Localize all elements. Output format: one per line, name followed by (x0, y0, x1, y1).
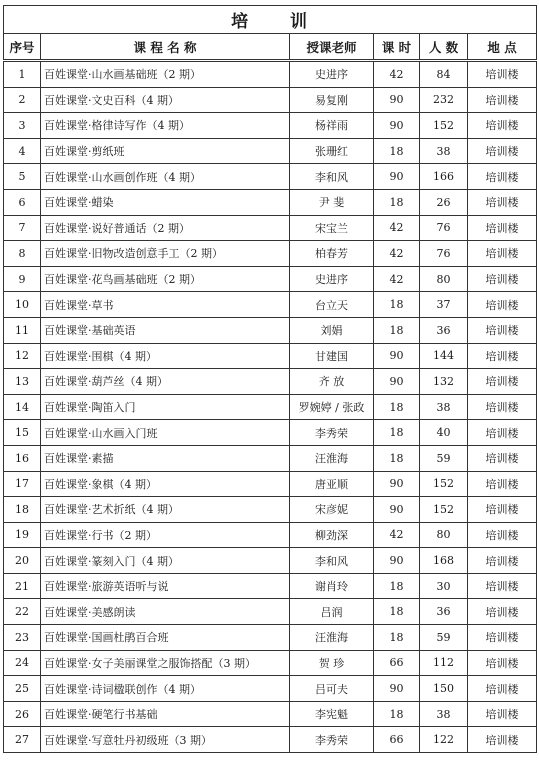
row-location: 培训楼 (468, 599, 537, 625)
row-index: 21 (4, 573, 41, 599)
row-hours: 18 (374, 317, 420, 343)
table-row (4, 241, 537, 267)
row-hours: 18 (374, 625, 420, 651)
row-hours: 18 (374, 394, 420, 420)
row-course: 百姓课堂·写意牡丹初级班（3 期） (41, 727, 290, 753)
row-people: 38 (420, 394, 468, 420)
row-course: 百姓课堂·诗词楹联创作（4 期） (41, 676, 290, 702)
row-course: 百姓课堂·基础英语 (41, 317, 290, 343)
row-teacher: 张珊红 (290, 138, 374, 164)
row-location: 培训楼 (468, 317, 537, 343)
row-course: 百姓课堂·山水画基础班（2 期） (41, 61, 290, 88)
row-teacher: 罗婉婷 / 张政 (290, 394, 374, 420)
row-teacher: 尹 斐 (290, 189, 374, 215)
row-teacher: 杨祥雨 (290, 113, 374, 139)
row-people: 144 (420, 343, 468, 369)
row-hours: 90 (374, 497, 420, 523)
row-course: 百姓课堂·葫芦丝（4 期） (41, 369, 290, 395)
row-course: 百姓课堂·美感朗读 (41, 599, 290, 625)
row-people: 84 (420, 61, 468, 88)
row-index: 25 (4, 676, 41, 702)
row-location: 培训楼 (468, 445, 537, 471)
row-people: 152 (420, 113, 468, 139)
row-hours: 18 (374, 599, 420, 625)
row-course: 百姓课堂·陶笛入门 (41, 394, 290, 420)
row-index: 26 (4, 701, 41, 727)
row-index: 12 (4, 343, 41, 369)
row-hours: 42 (374, 266, 420, 292)
row-hours: 18 (374, 573, 420, 599)
row-hours: 90 (374, 471, 420, 497)
row-course: 百姓课堂·旅游英语听与说 (41, 573, 290, 599)
row-location: 培训楼 (468, 292, 537, 318)
row-people: 76 (420, 241, 468, 267)
row-location: 培训楼 (468, 420, 537, 446)
row-teacher: 李和风 (290, 164, 374, 190)
row-hours: 90 (374, 113, 420, 139)
row-location: 培训楼 (468, 548, 537, 574)
row-index: 7 (4, 215, 41, 241)
row-teacher: 齐 放 (290, 369, 374, 395)
header-hours: 课 时 (374, 34, 420, 61)
row-index: 3 (4, 113, 41, 139)
row-hours: 42 (374, 241, 420, 267)
row-course: 百姓课堂·女子美丽课堂之服饰搭配（3 期） (41, 650, 290, 676)
row-location: 培训楼 (468, 61, 537, 88)
row-hours: 18 (374, 138, 420, 164)
header-location: 地 点 (468, 34, 537, 61)
row-index: 11 (4, 317, 41, 343)
row-hours: 42 (374, 522, 420, 548)
table-row (4, 599, 537, 625)
row-people: 76 (420, 215, 468, 241)
table-row (4, 369, 537, 395)
row-index: 2 (4, 87, 41, 113)
row-hours: 18 (374, 445, 420, 471)
table-row (4, 650, 537, 676)
row-hours: 90 (374, 87, 420, 113)
header-index: 序号 (4, 34, 41, 61)
training-table (3, 5, 537, 753)
row-hours: 42 (374, 61, 420, 88)
row-location: 培训楼 (468, 241, 537, 267)
row-course: 百姓课堂·蜡染 (41, 189, 290, 215)
table-row (4, 189, 537, 215)
row-course: 百姓课堂·文史百科（4 期） (41, 87, 290, 113)
row-index: 5 (4, 164, 41, 190)
row-course: 百姓课堂·行书（2 期） (41, 522, 290, 548)
row-teacher: 贺 珍 (290, 650, 374, 676)
row-hours: 90 (374, 164, 420, 190)
row-teacher: 台立天 (290, 292, 374, 318)
row-teacher: 史进序 (290, 61, 374, 88)
row-people: 152 (420, 497, 468, 523)
row-teacher: 谢肖玲 (290, 573, 374, 599)
row-course: 百姓课堂·说好普通话（2 期） (41, 215, 290, 241)
row-people: 112 (420, 650, 468, 676)
row-course: 百姓课堂·剪纸班 (41, 138, 290, 164)
table-row (4, 445, 537, 471)
row-index: 16 (4, 445, 41, 471)
row-teacher: 宋彦妮 (290, 497, 374, 523)
table-row (4, 164, 537, 190)
table-row (4, 727, 537, 753)
row-index: 1 (4, 61, 41, 88)
row-hours: 18 (374, 292, 420, 318)
row-hours: 42 (374, 215, 420, 241)
header-people: 人 数 (420, 34, 468, 61)
row-people: 30 (420, 573, 468, 599)
row-teacher: 汪淮海 (290, 625, 374, 651)
row-location: 培训楼 (468, 676, 537, 702)
row-location: 培训楼 (468, 164, 537, 190)
row-people: 150 (420, 676, 468, 702)
table-body (4, 61, 537, 753)
row-course: 百姓课堂·旧物改造创意手工（2 期） (41, 241, 290, 267)
table-row (4, 61, 537, 88)
row-people: 59 (420, 625, 468, 651)
table-row (4, 701, 537, 727)
table-row (4, 215, 537, 241)
row-location: 培训楼 (468, 701, 537, 727)
table-row (4, 573, 537, 599)
row-hours: 18 (374, 420, 420, 446)
row-location: 培训楼 (468, 369, 537, 395)
row-index: 13 (4, 369, 41, 395)
row-people: 59 (420, 445, 468, 471)
row-hours: 18 (374, 701, 420, 727)
row-teacher: 柳劲深 (290, 522, 374, 548)
row-teacher: 李宪魁 (290, 701, 374, 727)
row-course: 百姓课堂·山水画创作班（4 期） (41, 164, 290, 190)
table-row (4, 420, 537, 446)
table-row (4, 138, 537, 164)
row-people: 40 (420, 420, 468, 446)
row-location: 培训楼 (468, 266, 537, 292)
table-row (4, 625, 537, 651)
row-teacher: 唐亚顺 (290, 471, 374, 497)
row-people: 132 (420, 369, 468, 395)
row-people: 38 (420, 138, 468, 164)
header-row (4, 34, 537, 61)
row-index: 23 (4, 625, 41, 651)
row-people: 168 (420, 548, 468, 574)
table-row (4, 676, 537, 702)
row-location: 培训楼 (468, 573, 537, 599)
header-teacher: 授课老师 (290, 34, 374, 61)
row-location: 培训楼 (468, 522, 537, 548)
row-location: 培训楼 (468, 497, 537, 523)
row-people: 122 (420, 727, 468, 753)
table-row (4, 497, 537, 523)
row-course: 百姓课堂·象棋（4 期） (41, 471, 290, 497)
row-teacher: 吕润 (290, 599, 374, 625)
row-people: 80 (420, 266, 468, 292)
table-row (4, 343, 537, 369)
table-row (4, 394, 537, 420)
row-hours: 90 (374, 369, 420, 395)
row-teacher: 易复刚 (290, 87, 374, 113)
header-course: 课 程 名 称 (41, 34, 290, 61)
row-course: 百姓课堂·艺术折纸（4 期） (41, 497, 290, 523)
row-people: 26 (420, 189, 468, 215)
table-row (4, 522, 537, 548)
row-location: 培训楼 (468, 650, 537, 676)
row-hours: 90 (374, 676, 420, 702)
row-people: 166 (420, 164, 468, 190)
row-location: 培训楼 (468, 625, 537, 651)
row-course: 百姓课堂·篆刻入门（4 期） (41, 548, 290, 574)
row-people: 152 (420, 471, 468, 497)
row-course: 百姓课堂·花鸟画基础班（2 期） (41, 266, 290, 292)
row-teacher: 汪淮海 (290, 445, 374, 471)
row-location: 培训楼 (468, 343, 537, 369)
row-index: 27 (4, 727, 41, 753)
row-teacher: 李秀荣 (290, 727, 374, 753)
table-row (4, 548, 537, 574)
row-location: 培训楼 (468, 189, 537, 215)
row-hours: 18 (374, 189, 420, 215)
row-teacher: 柏春芳 (290, 241, 374, 267)
row-teacher: 李秀荣 (290, 420, 374, 446)
row-teacher: 甘建国 (290, 343, 374, 369)
table-row (4, 317, 537, 343)
row-location: 培训楼 (468, 138, 537, 164)
row-people: 38 (420, 701, 468, 727)
table-row (4, 292, 537, 318)
row-hours: 90 (374, 548, 420, 574)
row-index: 8 (4, 241, 41, 267)
row-course: 百姓课堂·山水画入门班 (41, 420, 290, 446)
table-row (4, 87, 537, 113)
table-row (4, 113, 537, 139)
row-location: 培训楼 (468, 727, 537, 753)
row-index: 15 (4, 420, 41, 446)
row-index: 4 (4, 138, 41, 164)
row-course: 百姓课堂·素描 (41, 445, 290, 471)
row-teacher: 史进序 (290, 266, 374, 292)
row-people: 36 (420, 599, 468, 625)
row-index: 6 (4, 189, 41, 215)
row-index: 18 (4, 497, 41, 523)
row-teacher: 李和风 (290, 548, 374, 574)
row-course: 百姓课堂·草书 (41, 292, 290, 318)
row-people: 37 (420, 292, 468, 318)
row-hours: 66 (374, 650, 420, 676)
row-index: 22 (4, 599, 41, 625)
row-people: 36 (420, 317, 468, 343)
row-index: 14 (4, 394, 41, 420)
row-course: 百姓课堂·围棋（4 期） (41, 343, 290, 369)
row-index: 20 (4, 548, 41, 574)
row-course: 百姓课堂·国画杜鹃百合班 (41, 625, 290, 651)
row-location: 培训楼 (468, 87, 537, 113)
row-hours: 66 (374, 727, 420, 753)
row-index: 9 (4, 266, 41, 292)
row-location: 培训楼 (468, 215, 537, 241)
row-hours: 90 (374, 343, 420, 369)
row-teacher: 宋宝兰 (290, 215, 374, 241)
table-row (4, 266, 537, 292)
table-row (4, 471, 537, 497)
row-people: 232 (420, 87, 468, 113)
row-location: 培训楼 (468, 113, 537, 139)
row-index: 10 (4, 292, 41, 318)
row-teacher: 刘娟 (290, 317, 374, 343)
section-title: 培 训 (4, 6, 537, 34)
row-location: 培训楼 (468, 394, 537, 420)
row-index: 19 (4, 522, 41, 548)
row-location: 培训楼 (468, 471, 537, 497)
row-index: 17 (4, 471, 41, 497)
row-teacher: 吕可夫 (290, 676, 374, 702)
row-people: 80 (420, 522, 468, 548)
row-course: 百姓课堂·硬笔行书基础 (41, 701, 290, 727)
row-course: 百姓课堂·格律诗写作（4 期） (41, 113, 290, 139)
row-index: 24 (4, 650, 41, 676)
